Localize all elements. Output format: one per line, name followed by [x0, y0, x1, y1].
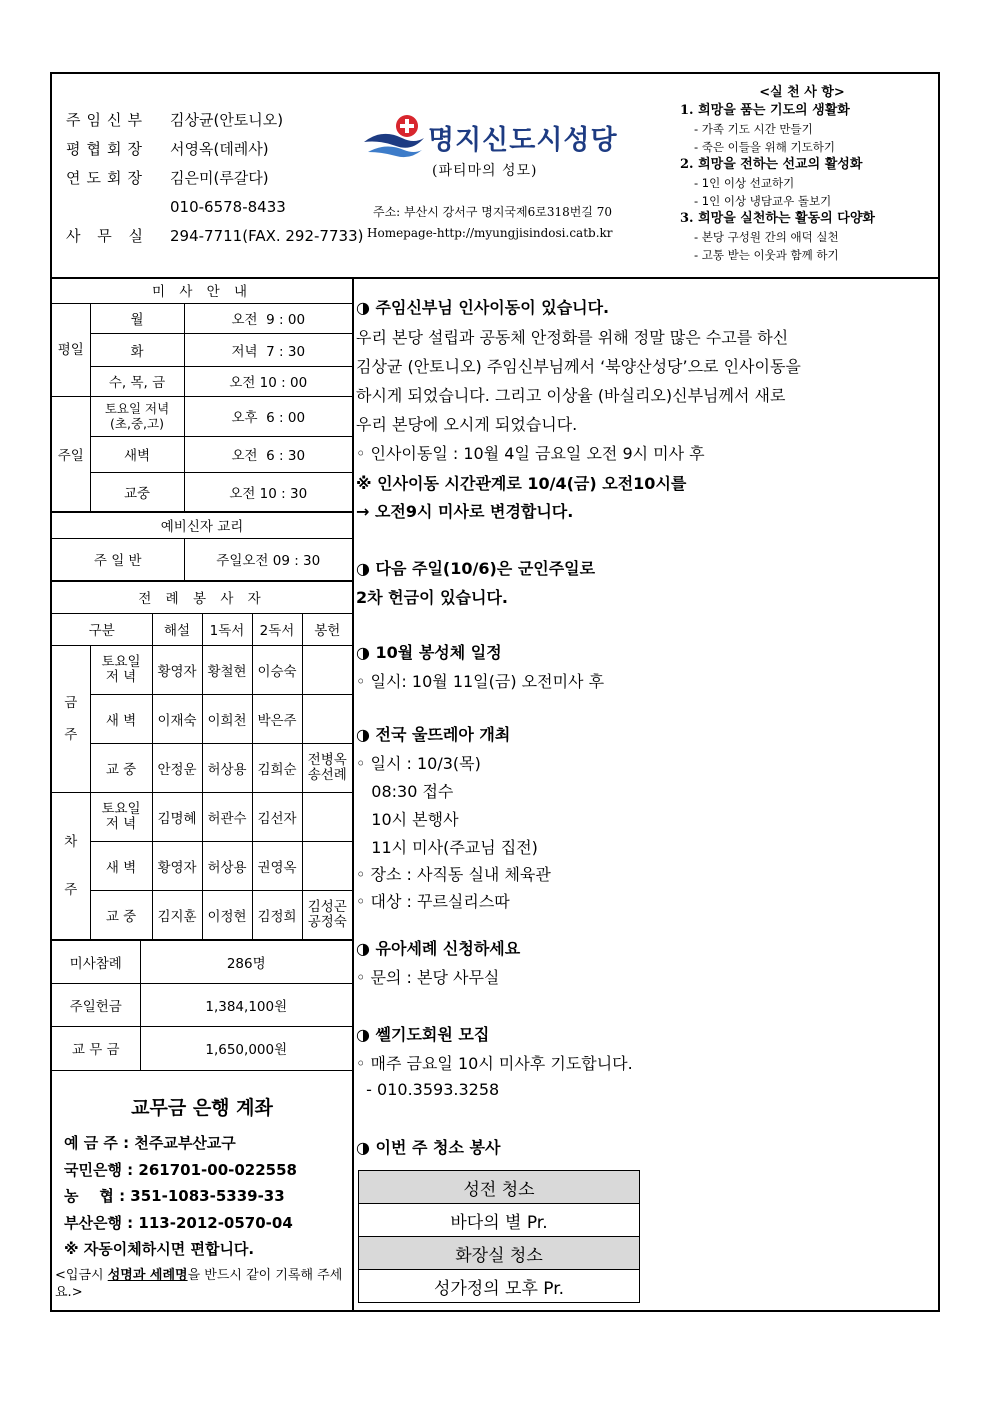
patron-subtitle: (파티마의 성모) [432, 163, 538, 179]
slot-label: 새 벽 [90, 841, 152, 890]
staff-name: 김은미(루갈다) [170, 169, 269, 187]
practice-sub: - 가족 기도 시간 만들기 [694, 122, 813, 136]
mass-time: 저녁 7 : 30 [184, 333, 352, 366]
left-column [52, 277, 354, 1312]
stat-value: 1,650,000원 [140, 1026, 352, 1070]
mass-time: 오전 9 : 00 [184, 303, 352, 333]
notice-heading: ◑ 유아세례 신청하세요 [356, 939, 521, 958]
notice-line: ◦ 대상 : 꾸르실리스따 [356, 892, 510, 911]
bank-row: 국민은행 : 261701-00-022558 [64, 1160, 297, 1179]
notice-line: ◦ 문의 : 본당 사무실 [356, 968, 500, 987]
liturgy-title: 전 례 봉 사 자 [52, 581, 352, 613]
stat-label: 미사참례 [52, 940, 140, 983]
practice-head: 1. 희망을 품는 기도의 생활화 [680, 103, 850, 118]
staff-row [66, 135, 363, 164]
bank-row: ※ 자동이체하시면 편합니다. [64, 1240, 255, 1258]
notice-line: 11시 미사(주교님 집전) [356, 838, 538, 857]
server-cell: 허상용 [202, 841, 252, 890]
bulletin-header [52, 74, 938, 279]
server-cell: 김선자 [252, 792, 302, 841]
server-cell: 김지훈 [152, 890, 202, 939]
staff-role [66, 193, 170, 222]
notice-line: ◦ 인사이동일 : 10월 4일 금요일 오전 9시 미사 후 [356, 444, 705, 463]
slot-label: 교 중 [90, 890, 152, 939]
staff-role: 주임신부 [66, 111, 148, 129]
slot-label: 교 중 [90, 743, 152, 792]
weekday-label: 평일 [52, 303, 90, 396]
notice-line: 08:30 접수 [356, 782, 454, 801]
notice-line: - 010.3593.3258 [356, 1080, 500, 1099]
staff-name: 서영옥(데레사) [170, 140, 269, 158]
bank-accounts [52, 1067, 352, 1301]
notice-line: ◦ 일시: 10월 11일(금) 오전미사 후 [356, 672, 605, 691]
notice-heading: → 오전9시 미사로 변경합니다. [356, 502, 574, 521]
mass-day: 토요일 저녁 (초,중,고) [90, 396, 184, 436]
practice-head: 2. 희망을 전하는 선교의 활성화 [680, 157, 863, 172]
staff-role: 평협회장 [66, 140, 148, 158]
cleaning-cell: 화장실 청소 [359, 1237, 640, 1270]
bank-note [52, 1267, 352, 1301]
practice-sub: - 1인 이상 냉담교우 돌보기 [694, 194, 832, 208]
cleaning-table [358, 1170, 640, 1303]
practice-sub: - 본당 구성원 간의 애덕 실천 [694, 230, 839, 244]
stats-table [52, 940, 352, 1071]
mass-time: 오후 6 : 00 [184, 396, 352, 436]
bank-note-post: 을 반드시 같이 기록해 주세요.> [55, 1267, 343, 1300]
staff-row [66, 222, 363, 251]
notice-heading: 2차 헌금이 있습니다. [356, 588, 508, 607]
stat-label: 교 무 금 [52, 1026, 140, 1070]
mass-day: 월 [90, 303, 184, 333]
liturgy-col: 구분 [52, 613, 152, 645]
slot-label: 새 벽 [90, 694, 152, 743]
notice-line: 우리 본당 설립과 공동체 안정화를 위해 정말 많은 수고를 하신 [356, 328, 789, 347]
catechumen-time: 주일오전 09 : 30 [184, 538, 352, 580]
notice-heading: ◑ 10월 봉성체 일정 [356, 643, 502, 662]
staff-row [66, 164, 363, 193]
catechumen-table [52, 512, 352, 581]
mass-day: 새벽 [90, 436, 184, 472]
notice-line: ◦ 일시 : 10/3(목) [356, 754, 481, 773]
church-name: 명지신도시성당 [428, 125, 618, 156]
server-cell: 황영자 [152, 645, 202, 694]
address-block [367, 202, 613, 244]
bank-title: 교무금 은행 계좌 [131, 1097, 273, 1119]
server-cell: 이희천 [202, 694, 252, 743]
server-cell: 권영옥 [252, 841, 302, 890]
server-cell: 김희순 [252, 743, 302, 792]
practice-sub: - 1인 이상 선교하기 [694, 176, 795, 190]
server-cell [302, 694, 352, 743]
cleaning-cell: 성전 청소 [359, 1171, 640, 1204]
notice-line: ◦ 장소 : 사직동 실내 체육관 [356, 865, 551, 884]
notice-line: 10시 본행사 [356, 810, 459, 829]
mass-time: 오전 10 : 00 [184, 366, 352, 396]
slot-label: 토요일 저 녁 [90, 645, 152, 694]
stat-value: 1,384,100원 [140, 983, 352, 1026]
liturgy-col: 1독서 [202, 613, 252, 645]
homepage-link[interactable]: Homepage-http://myungjisindosi.catb.kr [367, 226, 613, 240]
address: 주소: 부산시 강서구 명지국제6로318번길 70 [373, 205, 612, 219]
mass-schedule-table [52, 277, 352, 512]
liturgy-table [52, 581, 352, 940]
staff-row [66, 193, 363, 222]
sunday-label: 주일 [52, 396, 90, 511]
server-cell: 이재숙 [152, 694, 202, 743]
server-cell: 이정현 [202, 890, 252, 939]
bank-note-pre: <입금시 [55, 1267, 108, 1283]
server-cell: 허상용 [202, 743, 252, 792]
staff-list [66, 106, 363, 251]
cleaning-cell: 바다의 별 Pr. [359, 1204, 640, 1237]
server-cell: 황영자 [152, 841, 202, 890]
catechumen-label: 주 일 반 [52, 538, 184, 580]
staff-row [66, 106, 363, 135]
server-cell [302, 841, 352, 890]
mass-time: 오전 10 : 30 [184, 472, 352, 511]
server-cell: 김명혜 [152, 792, 202, 841]
office-phone: 294-7711(FAX. 292-7733) [170, 227, 364, 245]
mass-day: 화 [90, 333, 184, 366]
server-cell: 안정운 [152, 743, 202, 792]
notice-heading: ◑ 주임신부님 인사이동이 있습니다. [356, 298, 610, 317]
notice-heading: ※ 인사이동 시간관계로 10/4(금) 오전10시를 [356, 474, 687, 493]
notice-heading: ◑ 이번 주 청소 봉사 [356, 1138, 501, 1157]
server-cell: 김성곤 공정숙 [302, 890, 352, 939]
server-cell: 이승숙 [252, 645, 302, 694]
mass-time: 오전 6 : 30 [184, 436, 352, 472]
staff-role: 사 무 실 [66, 227, 150, 245]
server-cell: 황철현 [202, 645, 252, 694]
mass-day: 수, 목, 금 [90, 366, 184, 396]
practice-list [680, 84, 930, 264]
server-cell [302, 645, 352, 694]
slot-label: 토요일 저 녁 [90, 792, 152, 841]
practice-sub: - 죽은 이들을 위해 기도하기 [694, 140, 835, 154]
staff-phone: 010-6578-8433 [170, 198, 286, 216]
server-cell: 김정희 [252, 890, 302, 939]
practice-sub: - 고통 받는 이웃과 함께 하기 [694, 248, 839, 262]
server-cell: 박은주 [252, 694, 302, 743]
server-cell [302, 792, 352, 841]
bank-row: 농 협 : 351-1083-5339-33 [64, 1187, 285, 1205]
bulletin-page [50, 72, 940, 1312]
stat-label: 주일헌금 [52, 983, 140, 1026]
notice-heading: ◑ 다음 주일(10/6)은 군인주일로 [356, 559, 596, 578]
bank-note-bold: 성명과 세례명 [107, 1267, 188, 1283]
church-logo-icon [362, 112, 428, 162]
cleaning-cell: 성가정의 모후 Pr. [359, 1270, 640, 1303]
staff-role: 연도회장 [66, 169, 148, 187]
liturgy-col: 봉헌 [302, 613, 352, 645]
catechumen-title: 예비신자 교리 [52, 512, 352, 538]
server-cell: 전병옥 송선례 [302, 743, 352, 792]
staff-name: 김상균(안토니오) [170, 111, 284, 129]
notice-heading: ◑ 전국 울뜨레아 개최 [356, 725, 511, 744]
liturgy-col: 2독서 [252, 613, 302, 645]
notice-line: 우리 본당에 오시게 되었습니다. [356, 415, 578, 434]
mass-schedule-title: 미 사 안 내 [52, 277, 352, 303]
group-label: 차 주 [52, 792, 90, 939]
liturgy-col: 해설 [152, 613, 202, 645]
bank-row: 예 금 주 : 천주교부산교구 [64, 1134, 236, 1152]
notice-line: 하시게 되었습니다. 그리고 이상율 (바실리오)신부님께서 새로 [356, 386, 786, 405]
stat-value: 286명 [140, 940, 352, 983]
bank-row: 부산은행 : 113-2012-0570-04 [64, 1213, 293, 1232]
practice-head: 3. 희망을 실천하는 활동의 다양화 [680, 211, 875, 226]
notice-line: 김상균 (안토니오) 주임신부님께서 ‘북양산성당’으로 인사이동을 [356, 357, 801, 376]
practice-title: <실 천 사 항> [759, 85, 845, 100]
group-label: 금 주 [52, 645, 90, 792]
notice-line: ◦ 매주 금요일 10시 미사후 기도합니다. [356, 1054, 633, 1073]
mass-day: 교중 [90, 472, 184, 511]
notice-heading: ◑ 쎌기도회원 모집 [356, 1025, 490, 1044]
server-cell: 허관수 [202, 792, 252, 841]
